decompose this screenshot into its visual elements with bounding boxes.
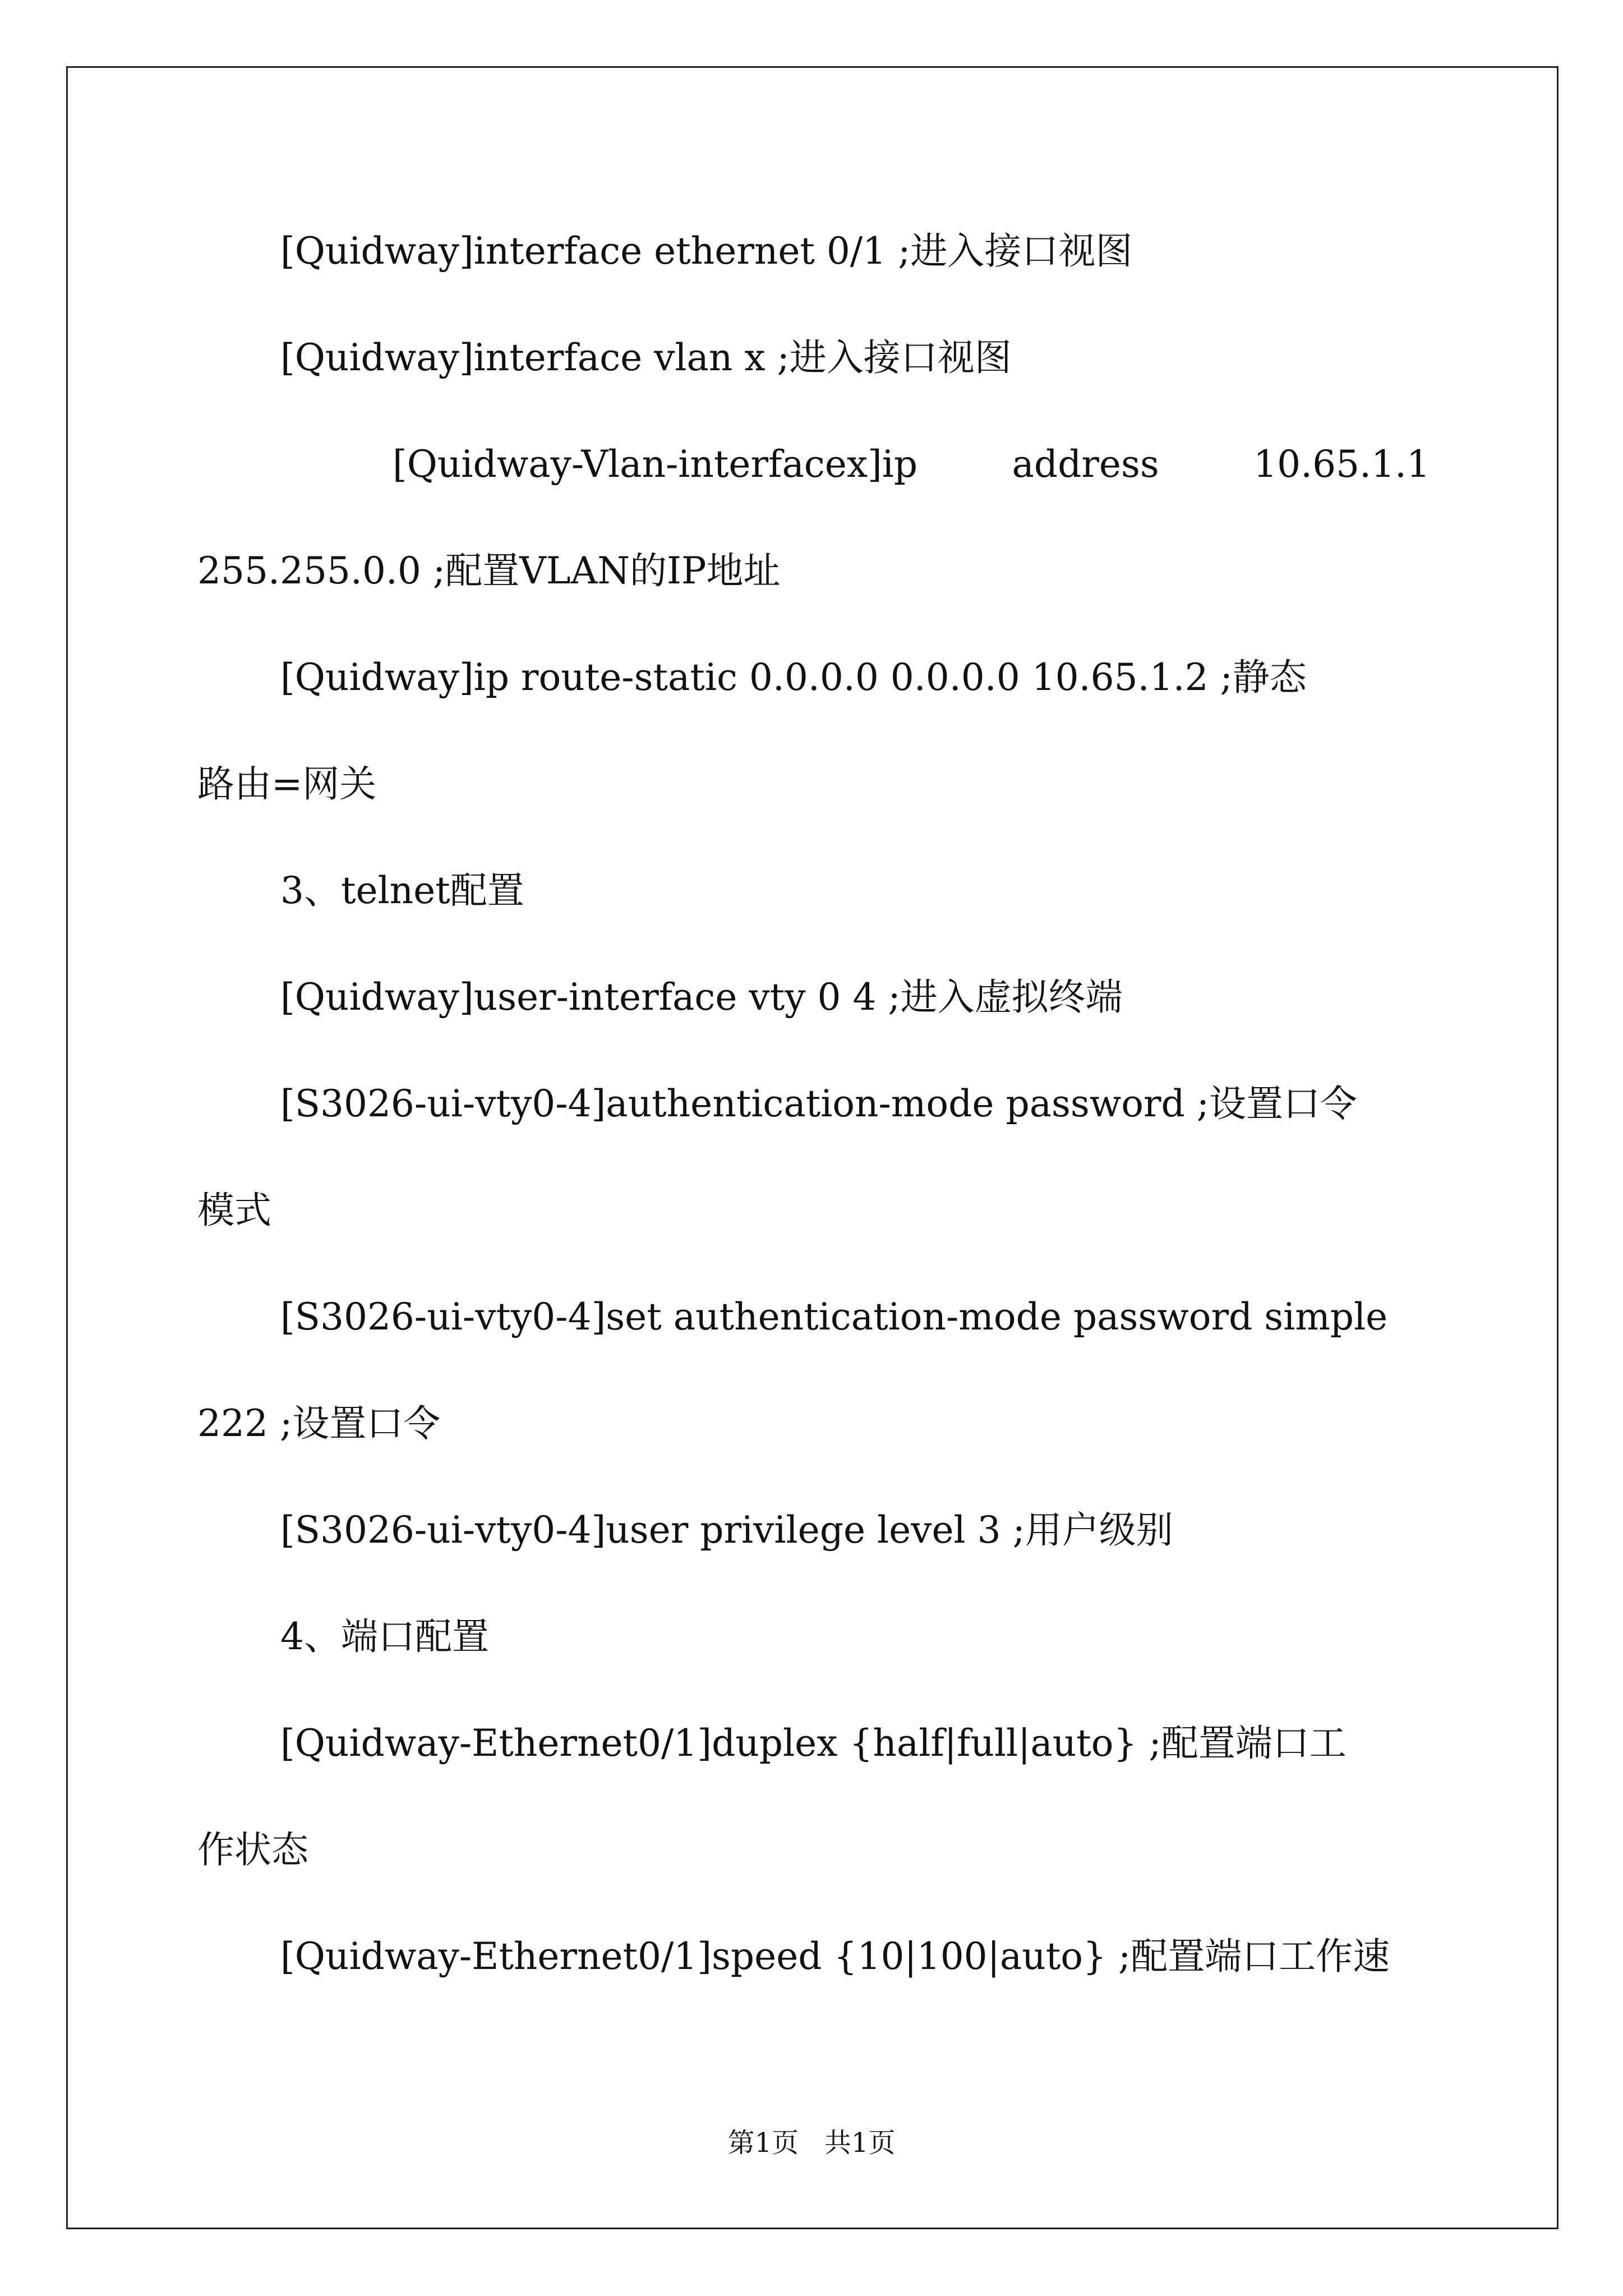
text-line-17: [Quidway-Ethernet0/1]speed {10|100|auto} ;配置端口工作速 bbox=[280, 1935, 1390, 1978]
text-line-6: 路由=网关 bbox=[197, 762, 377, 806]
text-line-2: [Quidway]interface vlan x ;进入接口视图 bbox=[280, 336, 1012, 379]
vlan-interface-command: [Quidway-Vlan-interfacex]ip bbox=[393, 443, 918, 486]
section-heading-port: 4、端口配置 bbox=[280, 1615, 489, 1658]
text-line-16: 作状态 bbox=[197, 1828, 308, 1871]
text-line-3 bbox=[393, 442, 1430, 487]
text-line-4: 255.255.0.0 ;配置VLAN的IP地址 bbox=[197, 549, 781, 592]
section-heading-telnet: 3、telnet配置 bbox=[280, 869, 524, 912]
text-line-13: [S3026-ui-vty0-4]user privilege level 3 ;用户级别 bbox=[280, 1508, 1173, 1552]
text-line-15: [Quidway-Ethernet0/1]duplex {half|full|auto} ;配置端口工 bbox=[280, 1722, 1347, 1765]
text-line-11: [S3026-ui-vty0-4]set authentication-mode password simple bbox=[280, 1295, 1388, 1338]
text-line-9: [S3026-ui-vty0-4]authentication-mode password ;设置口令 bbox=[280, 1082, 1358, 1125]
address-keyword: address bbox=[1012, 443, 1159, 486]
text-line-10: 模式 bbox=[197, 1189, 271, 1232]
text-line-8: [Quidway]user-interface vty 0 4 ;进入虚拟终端 bbox=[280, 976, 1123, 1019]
ip-address-value: 10.65.1.1 bbox=[1253, 443, 1430, 486]
page-border bbox=[66, 66, 1559, 2229]
text-line-12: 222 ;设置口令 bbox=[197, 1402, 441, 1445]
text-line-5: [Quidway]ip route-static 0.0.0.0 0.0.0.0 10.65.1.2 ;静态 bbox=[280, 656, 1307, 699]
page-footer: 第1页 共1页 bbox=[727, 2127, 896, 2159]
text-line-1: [Quidway]interface ethernet 0/1 ;进入接口视图 bbox=[280, 229, 1133, 273]
